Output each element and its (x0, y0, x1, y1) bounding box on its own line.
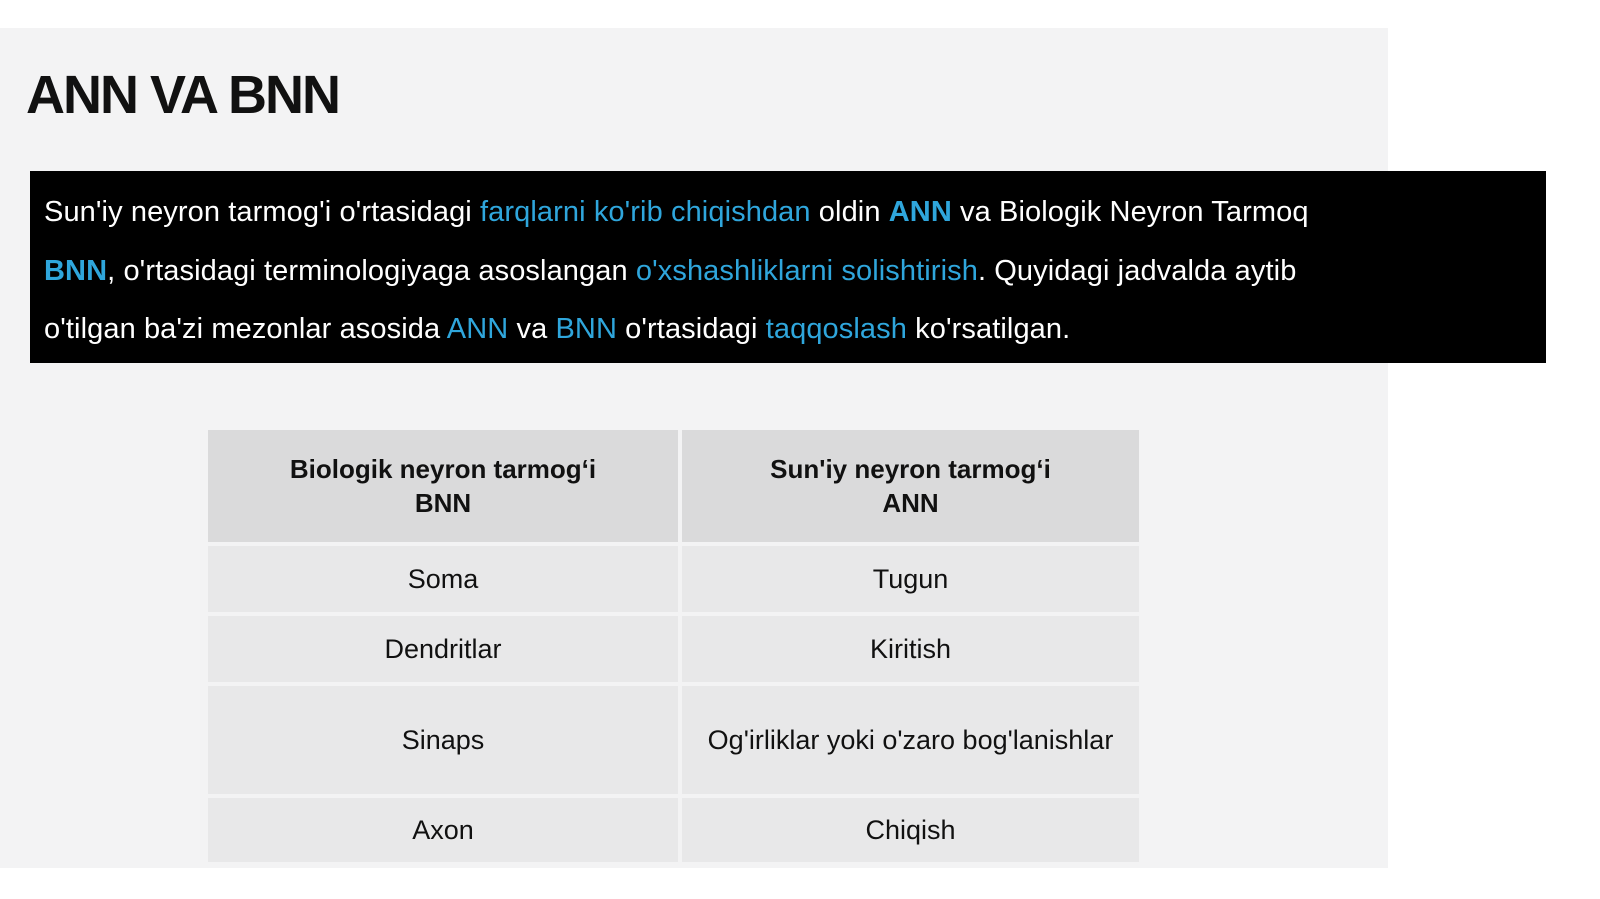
slide-title: ANN VA BNN (26, 65, 339, 125)
intro-text: , o'rtasidagi terminologiyaga asoslangan (107, 254, 636, 287)
table-row (208, 684, 1139, 796)
intro-line-3 (44, 300, 1532, 359)
intro-text: o'rtasidagi (617, 313, 766, 345)
table-cell-bnn: Sinaps (208, 684, 680, 796)
header-ann-title: Sun'iy neyron tarmog‘i (770, 454, 1051, 484)
table-cell-ann: Tugun (680, 544, 1139, 614)
header-bnn-abbr: BNN (414, 488, 472, 518)
table-header-row (208, 430, 1139, 544)
intro-highlight: o'xshashliklarni solishtirish (635, 254, 978, 287)
intro-line-2 (44, 242, 1532, 301)
intro-text: va Biologik Neyron Tarmoq (951, 196, 1309, 228)
intro-text-box (30, 171, 1546, 363)
intro-highlight: farqlarni ko'rib chiqishdan (480, 196, 811, 228)
table-row (208, 614, 1139, 684)
intro-highlight-bold: ANN (888, 196, 952, 228)
intro-highlight: BNN (555, 313, 618, 345)
intro-highlight-bold: BNN (44, 254, 108, 287)
table-cell-ann: Og'irliklar yoki o'zaro bog'lanishlar (680, 684, 1139, 796)
header-ann (680, 430, 1139, 544)
intro-text: ko'rsatilgan. (907, 313, 1071, 345)
header-bnn-title: Biologik neyron tarmog‘i (289, 454, 597, 484)
table-cell-ann: Chiqish (680, 796, 1139, 862)
table-cell-ann: Kiritish (680, 614, 1139, 684)
header-bnn (208, 430, 680, 544)
slide (0, 28, 1388, 868)
intro-text: va (508, 313, 556, 345)
intro-text: . Quyidagi jadvalda aytib (977, 254, 1297, 287)
table-row (208, 796, 1139, 862)
table-cell-bnn: Soma (208, 544, 680, 614)
intro-line-1 (44, 183, 1532, 242)
intro-text: o'tilgan ba'zi mezonlar asosida (44, 313, 447, 345)
table-cell-bnn: Axon (208, 796, 680, 862)
intro-text: Sun'iy neyron tarmog'i o'rtasidagi (44, 196, 480, 228)
header-ann-abbr: ANN (882, 488, 939, 518)
intro-highlight: ANN (446, 313, 509, 345)
table-row (208, 544, 1139, 614)
table-cell-bnn: Dendritlar (208, 614, 680, 684)
comparison-table (208, 430, 1139, 862)
intro-highlight: taqqoslash (765, 313, 907, 345)
intro-text: oldin (810, 196, 889, 228)
